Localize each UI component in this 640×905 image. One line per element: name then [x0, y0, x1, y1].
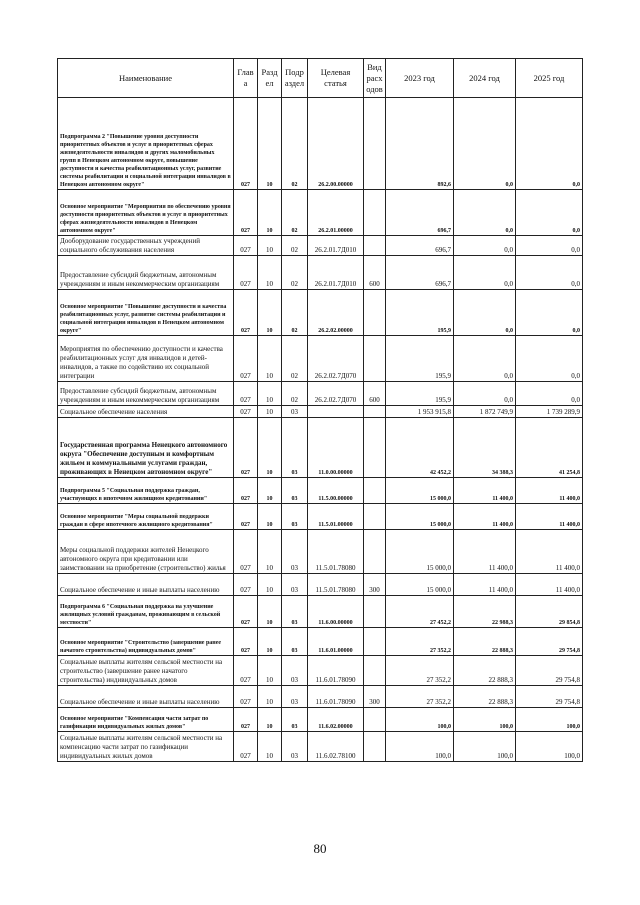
cell-pr: 02	[282, 336, 308, 382]
cell-pr: 03	[282, 478, 308, 504]
cell-gl: 027	[234, 732, 258, 762]
cell-b: 11 400,0	[454, 478, 516, 504]
cell-vr: 300	[364, 574, 386, 596]
cell-gl: 027	[234, 98, 258, 190]
cell-pr: 02	[282, 236, 308, 256]
cell-cs: 11.5.00.00000	[308, 478, 364, 504]
cell-cs: 11.5.01.78080	[308, 574, 364, 596]
cell-rz: 10	[258, 98, 282, 190]
cell-c: 29 754,8	[516, 628, 583, 656]
cell-a: 15 000,0	[386, 530, 454, 574]
table-row	[58, 98, 583, 190]
cell-c: 11 400,0	[516, 530, 583, 574]
table-row	[58, 656, 583, 686]
cell-name: Социальное обеспечение и иные выплаты населению	[58, 686, 234, 708]
cell-name: Мероприятия по обеспечению доступности и качества реабилитационных услуг для инвалидов и детей-инвалидов, а также по содействию их социальной интеграции	[58, 336, 234, 382]
col-header-2025: 2025 год	[516, 59, 583, 98]
col-header-podrazdel: Подр аздел	[282, 59, 308, 98]
cell-c: 100,0	[516, 732, 583, 762]
cell-a: 696,7	[386, 190, 454, 236]
cell-a: 27 352,2	[386, 656, 454, 686]
cell-b: 0,0	[454, 382, 516, 406]
cell-gl: 027	[234, 574, 258, 596]
cell-a: 100,0	[386, 732, 454, 762]
cell-c: 0,0	[516, 336, 583, 382]
cell-rz: 10	[258, 256, 282, 290]
cell-cs: 11.6.00.00000	[308, 596, 364, 628]
cell-name: Подпрограмма 2 "Повышение уровня доступности приоритетных объектов и услуг в приоритетных сферах жизнедеятельности инвалидов и других маломобильных групп в Ненецком автономном округе, повышение доступности и качества реабилитационных услуг, развитие системы реабилитации и социальной интеграции инвалидов в Ненецком автономном округе"	[58, 98, 234, 190]
cell-cs: 11.6.02.00000	[308, 708, 364, 732]
cell-gl: 027	[234, 256, 258, 290]
cell-gl: 027	[234, 418, 258, 478]
cell-name: Основное мероприятие "Меры социальной поддержки граждан в сфере ипотечного жилищного кредитования"	[58, 504, 234, 530]
table-row	[58, 504, 583, 530]
table-header-row	[58, 59, 583, 98]
cell-cs: 11.0.00.00000	[308, 418, 364, 478]
cell-b: 0,0	[454, 190, 516, 236]
cell-b: 11 400,0	[454, 574, 516, 596]
cell-gl: 027	[234, 686, 258, 708]
cell-pr: 03	[282, 418, 308, 478]
cell-cs: 11.6.02.78100	[308, 732, 364, 762]
cell-cs: 26.2.01.00000	[308, 190, 364, 236]
cell-b: 100,0	[454, 708, 516, 732]
cell-rz: 10	[258, 596, 282, 628]
table-row	[58, 336, 583, 382]
cell-gl: 027	[234, 382, 258, 406]
cell-rz: 10	[258, 686, 282, 708]
cell-pr: 03	[282, 504, 308, 530]
cell-gl: 027	[234, 290, 258, 336]
cell-rz: 10	[258, 628, 282, 656]
cell-pr: 02	[282, 290, 308, 336]
cell-name: Подпрограмма 5 "Социальная поддержка граждан, участвующих в ипотечном жилищном кредитовании"	[58, 478, 234, 504]
cell-rz: 10	[258, 290, 282, 336]
cell-pr: 02	[282, 190, 308, 236]
cell-pr: 03	[282, 406, 308, 418]
table-row	[58, 732, 583, 762]
cell-name: Основное мероприятие "Компенсация части затрат по газификации индивидуальных жилых домов"	[58, 708, 234, 732]
cell-vr	[364, 290, 386, 336]
cell-cs: 26.2.00.00000	[308, 98, 364, 190]
cell-c: 29 754,8	[516, 686, 583, 708]
cell-rz: 10	[258, 418, 282, 478]
cell-a: 15 000,0	[386, 504, 454, 530]
cell-rz: 10	[258, 504, 282, 530]
cell-vr	[364, 656, 386, 686]
table-row	[58, 190, 583, 236]
cell-vr	[364, 732, 386, 762]
cell-pr: 03	[282, 732, 308, 762]
table-row	[58, 628, 583, 656]
cell-cs	[308, 406, 364, 418]
cell-c: 11 400,0	[516, 504, 583, 530]
cell-a: 195,9	[386, 336, 454, 382]
cell-rz: 10	[258, 190, 282, 236]
col-header-vid: Вид расх одов	[364, 59, 386, 98]
table-row	[58, 418, 583, 478]
cell-cs: 11.6.01.78090	[308, 686, 364, 708]
cell-vr	[364, 236, 386, 256]
cell-name: Меры социальной поддержки жителей Ненецкого автономного округа при кредитовании или заимствовании на приобретение (строительство) жилья	[58, 530, 234, 574]
cell-vr	[364, 628, 386, 656]
cell-rz: 10	[258, 732, 282, 762]
cell-cs: 26.2.01.7Д010	[308, 256, 364, 290]
cell-a: 27 352,2	[386, 686, 454, 708]
cell-vr: 300	[364, 686, 386, 708]
table-row	[58, 596, 583, 628]
cell-gl: 027	[234, 478, 258, 504]
table-row	[58, 236, 583, 256]
cell-b: 0,0	[454, 256, 516, 290]
cell-c: 0,0	[516, 256, 583, 290]
cell-a: 15 000,0	[386, 478, 454, 504]
col-header-2023: 2023 год	[386, 59, 454, 98]
cell-name: Социальные выплаты жителям сельской местности на строительство (завершение ранее начатого строительства) индивидуальных домов	[58, 656, 234, 686]
cell-gl: 027	[234, 596, 258, 628]
cell-c: 41 254,8	[516, 418, 583, 478]
cell-gl: 027	[234, 236, 258, 256]
table-row	[58, 406, 583, 418]
cell-pr: 02	[282, 98, 308, 190]
cell-rz: 10	[258, 478, 282, 504]
cell-b: 11 400,0	[454, 504, 516, 530]
page-number: 80	[313, 841, 327, 856]
cell-vr	[364, 336, 386, 382]
cell-pr: 03	[282, 530, 308, 574]
cell-b: 22 988,3	[454, 596, 516, 628]
cell-rz: 10	[258, 574, 282, 596]
cell-c: 29 754,8	[516, 656, 583, 686]
cell-name: Предоставление субсидий бюджетным, автономным учреждениям и иным некоммерческим организациям	[58, 256, 234, 290]
cell-cs: 26.2.01.7Д010	[308, 236, 364, 256]
cell-pr: 02	[282, 382, 308, 406]
cell-pr: 03	[282, 628, 308, 656]
cell-b: 11 400,0	[454, 530, 516, 574]
cell-pr: 03	[282, 656, 308, 686]
table-row	[58, 530, 583, 574]
table-row	[58, 290, 583, 336]
cell-c: 0,0	[516, 98, 583, 190]
cell-gl: 027	[234, 336, 258, 382]
col-header-name: Наименование	[58, 59, 234, 98]
col-header-2024: 2024 год	[454, 59, 516, 98]
cell-vr	[364, 708, 386, 732]
cell-name: Социальные выплаты жителям сельской местности на компенсацию части затрат по газификации индивидуальных жилых домов	[58, 732, 234, 762]
cell-name: Предоставление субсидий бюджетным, автономным учреждениям и иным некоммерческим организациям	[58, 382, 234, 406]
budget-table	[57, 58, 583, 762]
cell-cs: 26.2.02.7Д070	[308, 382, 364, 406]
cell-vr	[364, 478, 386, 504]
cell-vr	[364, 418, 386, 478]
cell-c: 11 400,0	[516, 574, 583, 596]
col-header-statya: Целевая статья	[308, 59, 364, 98]
cell-b: 22 888,3	[454, 686, 516, 708]
cell-vr	[364, 596, 386, 628]
cell-rz: 10	[258, 336, 282, 382]
cell-cs: 11.6.01.00000	[308, 628, 364, 656]
table-row	[58, 382, 583, 406]
table-row	[58, 478, 583, 504]
cell-a: 696,7	[386, 236, 454, 256]
cell-name: Основное мероприятие "Повышение доступности и качества реабилитационных услуг, развитие системы реабилитации и социальной интеграции инвалидов в Ненецком автономном округе"	[58, 290, 234, 336]
cell-rz: 10	[258, 236, 282, 256]
cell-b: 22 888,3	[454, 656, 516, 686]
cell-a: 892,6	[386, 98, 454, 190]
cell-c: 100,0	[516, 708, 583, 732]
cell-pr: 03	[282, 574, 308, 596]
cell-a: 15 000,0	[386, 574, 454, 596]
cell-c: 0,0	[516, 190, 583, 236]
table-row	[58, 708, 583, 732]
cell-name: Социальное обеспечение и иные выплаты населению	[58, 574, 234, 596]
cell-cs: 26.2.02.7Д070	[308, 336, 364, 382]
cell-gl: 027	[234, 628, 258, 656]
cell-gl: 027	[234, 190, 258, 236]
cell-name: Дооборудование государственных учреждений социального обслуживания населения	[58, 236, 234, 256]
table-row	[58, 574, 583, 596]
cell-cs: 26.2.02.00000	[308, 290, 364, 336]
cell-rz: 10	[258, 708, 282, 732]
col-header-razdel: Разд ел	[258, 59, 282, 98]
cell-name: Подпрограмма 6 "Социальная поддержка на улучшение жилищных условий гражданам, проживающим в сельской местности"	[58, 596, 234, 628]
cell-b: 1 872 749,9	[454, 406, 516, 418]
cell-vr: 600	[364, 382, 386, 406]
cell-name: Государственная программа Ненецкого автономного округа "Обеспечение доступным и комфортным жильем и коммунальными услугами граждан, проживающих в Ненецком автономном округе"	[58, 418, 234, 478]
cell-pr: 02	[282, 256, 308, 290]
cell-pr: 03	[282, 708, 308, 732]
cell-c: 11 400,0	[516, 478, 583, 504]
table-row	[58, 686, 583, 708]
cell-name: Основное мероприятие "Строительство (завершение ранее начатого строительства) индивидуальных домов"	[58, 628, 234, 656]
cell-b: 100,0	[454, 732, 516, 762]
cell-b: 0,0	[454, 336, 516, 382]
cell-c: 29 854,8	[516, 596, 583, 628]
cell-b: 0,0	[454, 98, 516, 190]
cell-pr: 03	[282, 596, 308, 628]
cell-gl: 027	[234, 504, 258, 530]
cell-a: 27 352,2	[386, 628, 454, 656]
cell-c: 0,0	[516, 290, 583, 336]
cell-b: 34 388,3	[454, 418, 516, 478]
cell-rz: 10	[258, 656, 282, 686]
cell-rz: 10	[258, 530, 282, 574]
cell-gl: 027	[234, 406, 258, 418]
cell-a: 195,9	[386, 382, 454, 406]
cell-vr	[364, 98, 386, 190]
cell-a: 696,7	[386, 256, 454, 290]
cell-rz: 10	[258, 382, 282, 406]
cell-vr	[364, 190, 386, 236]
cell-rz: 10	[258, 406, 282, 418]
cell-c: 0,0	[516, 382, 583, 406]
cell-cs: 11.6.01.78090	[308, 656, 364, 686]
col-header-glava: Глав а	[234, 59, 258, 98]
cell-c: 0,0	[516, 236, 583, 256]
cell-b: 0,0	[454, 290, 516, 336]
cell-vr: 600	[364, 256, 386, 290]
cell-gl: 027	[234, 530, 258, 574]
cell-cs: 11.5.01.78080	[308, 530, 364, 574]
cell-a: 42 452,2	[386, 418, 454, 478]
cell-gl: 027	[234, 656, 258, 686]
cell-c: 1 739 289,9	[516, 406, 583, 418]
cell-a: 100,0	[386, 708, 454, 732]
cell-vr	[364, 530, 386, 574]
cell-name: Основное мероприятие "Мероприятия по обеспечению уровня доступности приоритетных объектов и услуг в приоритетных сферах жизнедеятельности инвалидов в Ненецком автономном округе"	[58, 190, 234, 236]
cell-vr	[364, 504, 386, 530]
cell-a: 1 953 915,8	[386, 406, 454, 418]
cell-name: Социальное обеспечение населения	[58, 406, 234, 418]
table-row	[58, 256, 583, 290]
cell-b: 0,0	[454, 236, 516, 256]
cell-vr	[364, 406, 386, 418]
cell-cs: 11.5.01.00000	[308, 504, 364, 530]
cell-b: 22 888,3	[454, 628, 516, 656]
cell-pr: 03	[282, 686, 308, 708]
cell-gl: 027	[234, 708, 258, 732]
cell-a: 27 452,2	[386, 596, 454, 628]
cell-a: 195,9	[386, 290, 454, 336]
